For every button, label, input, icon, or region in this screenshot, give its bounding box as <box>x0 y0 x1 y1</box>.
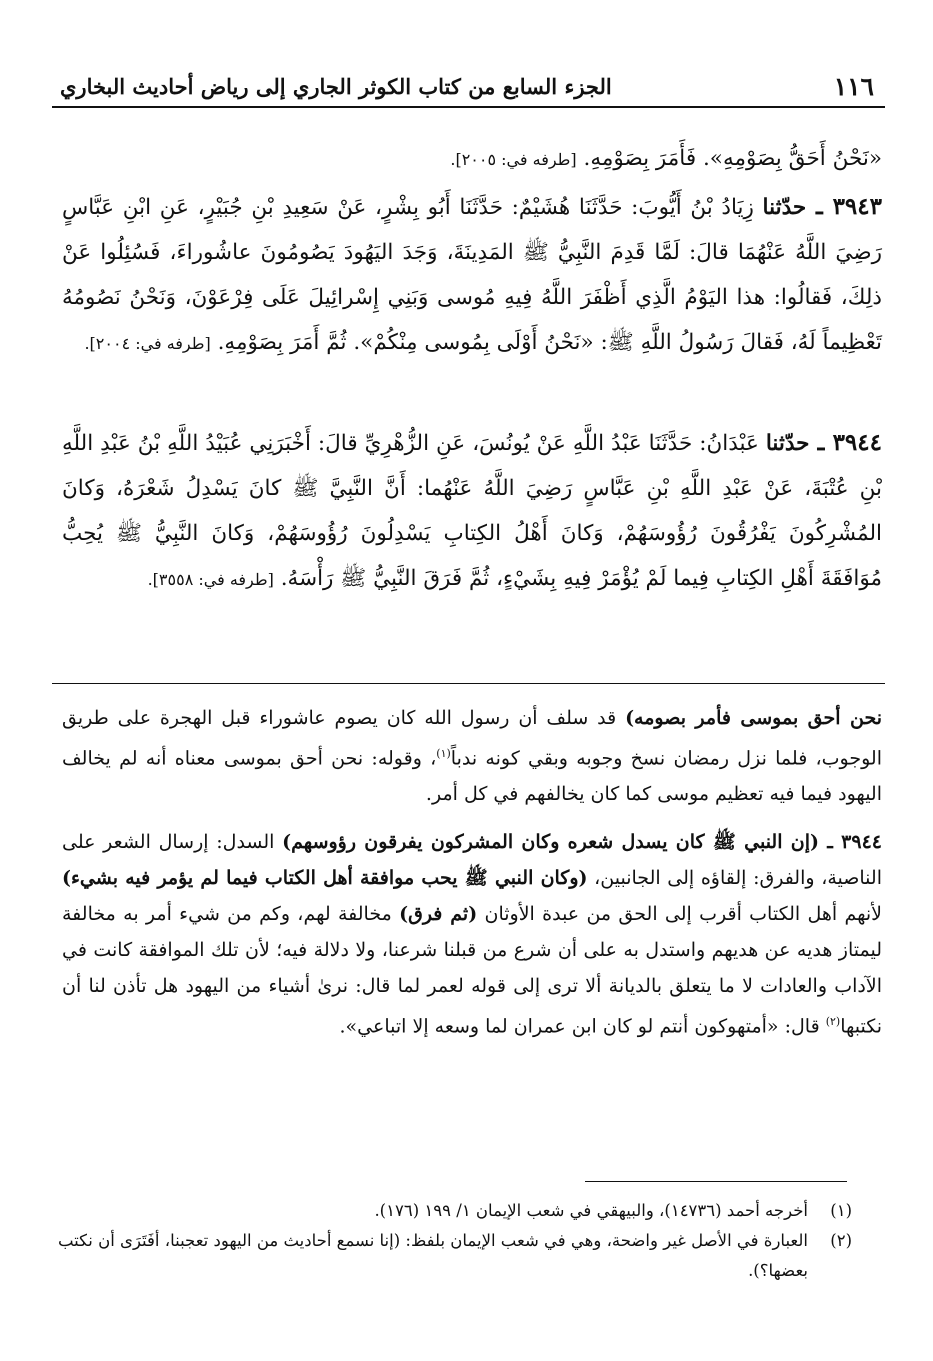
commentary-2-part-1: السدل: إرسال الشعر على الناصية، والفرق: إلقاؤه إلى الجانبين، <box>62 831 882 889</box>
footnote <box>52 1196 852 1226</box>
haddathana-label: حدّثنا <box>765 431 810 456</box>
hadith-3944-text: عَبْدَانُ: حَدَّثَنَا عَبْدُ اللَّهِ عَنْ يُونُسَ، عَنِ الزُّهْرِيِّ قالَ: أَخْبَرَنِي عُبَيْدُ اللَّهِ بْنُ عَبْدِ اللَّهِ بْنِ عُتْبَةَ، عَنْ عَبْدِ اللَّهِ بْنِ عَبَّاسٍ رَضِيَ اللَّهُ عَنْهُما: أَنَّ النَّبِيَّ ﷺ كانَ يَسْدِلُ شَعْرَهُ، وَكانَ المُشْرِكُونَ يَفْرُقُونَ رُؤُوسَهُمْ، وَكانَ أَهْلُ الكِتابِ يَسْدِلُونَ رُؤُوسَهُمْ، وَكانَ النَّبِيُّ ﷺ يُحِبُّ مُوَافَقَةَ أَهْلِ الكِتابِ فِيما لَمْ يُؤْمَرْ فِيهِ بِشَيْءٍ، ثُمَّ فَرَقَ النَّبِيُّ ﷺ رَأْسَهُ. <box>62 431 882 591</box>
hadith-tail-paragraph <box>62 136 882 182</box>
commentary-divider <box>52 683 885 684</box>
hadith-tail-text: «نَحْنُ أَحَقُّ بِصَوْمِهِ». فَأَمَرَ بِصَوْمِهِ. <box>583 146 882 171</box>
commentary-2-number: ٣٩٤٤ <box>841 831 882 853</box>
footnote-text: أخرجه أحمد (١٤٧٣٦)، والبيهقي في شعب الإيمان ١/ ١٩٩ (١٧٦). <box>374 1201 808 1220</box>
hadith-number: ٣٩٤٣ <box>832 193 882 220</box>
hadith-3944 <box>62 420 882 602</box>
footnote-text: العبارة في الأصل غير واضحة، وهي في شعب الإيمان بلفظ: (إنا نسمع أحاديث من اليهود تعجبنا، أفَتَرَى أن نكتب بعضها؟). <box>57 1231 808 1280</box>
footnote-number: (١) <box>830 1201 852 1220</box>
hadith-dash: ـ <box>809 429 833 456</box>
commentary-paragraph-2 <box>62 824 882 1044</box>
commentary-2-text <box>62 824 882 1044</box>
hadith-3944-paragraph <box>62 420 882 602</box>
commentary-2-bold-1: (إن النبي ﷺ كان يسدل شعره وكان المشركون يفرقون رؤوسهم) <box>282 831 820 853</box>
footnote-marker-1: (١) <box>436 747 451 760</box>
commentary-1-part-a: قد سلف أن رسول الله كان يصوم عاشوراء قبل الهجرة على طريق الوجوب، فلما نزل رمضان نسخ وجوبه وبقي كونه ندباً <box>62 707 883 770</box>
commentary-2-bold-2: (وكان النبي ﷺ يحب موافقة أهل الكتاب فيما لم يؤمر فيه بشيء) <box>62 867 588 889</box>
hadith-tail-ref: [طرفه في: ٢٠٠٥]. <box>450 150 577 169</box>
commentary-1-part-b: ، وقوله: نحن أحق بموسى معناه أنه لم يخالف اليهود فيما فيه تعظيم موسى كما كان يخالفهم في كل أمر. <box>62 747 882 806</box>
hadith-number: ٣٩٤٤ <box>832 429 882 456</box>
footnotes <box>52 1196 852 1286</box>
hadith-3943-ref: [طرفه في: ٢٠٠٤]. <box>84 334 211 353</box>
hadith-tail <box>62 136 882 182</box>
footnote-marker-2: (٢) <box>825 1015 841 1028</box>
running-header <box>52 66 882 106</box>
footnote <box>52 1226 852 1286</box>
hadith-dash: ـ <box>806 193 833 220</box>
hadith-3943 <box>62 184 882 366</box>
commentary-1-lead: نحن أحق بموسى فأمر بصومه) <box>625 707 882 729</box>
commentary-1-text <box>62 700 882 812</box>
commentary-2-dash: ـ <box>819 831 842 853</box>
hadith-3943-paragraph <box>62 184 882 366</box>
book-title: الجزء السابع من كتاب الكوثر الجاري إلى رياض أحاديث البخاري <box>60 74 612 99</box>
footnote-number: (٢) <box>830 1231 852 1250</box>
hadith-3943-text: زِيَادُ بْنُ أَيُّوبَ: حَدَّثَنَا هُشَيْمٌ: حَدَّثَنَا أَبُو بِشْرٍ، عَنْ سَعِيدِ بْنِ جُبَيْرٍ، عَنِ ابْنِ عَبَّاسٍ رَضِيَ اللَّهُ عَنْهُمَا قالَ: لَمَّا قَدِمَ النَّبِيُّ ﷺ المَدِينَةَ، وَجَدَ اليَهُودَ يَصُومُونَ عاشُوراءَ، فَسُئِلُوا عَنْ ذلِكَ، فَقالُوا: هذا اليَوْمُ الَّذِي أَظْفَرَ اللَّهُ فِيهِ مُوسى وَبَنِي إِسْرائِيلَ عَلَى فِرْعَوْنَ، وَنَحْنُ نَصُومُهُ تَعْظِيماً لَهُ، فَقالَ رَسُولُ اللَّهِ ﷺ: «نَحْنُ أَوْلَى بِمُوسى مِنْكُمْ». ثُمَّ أَمَرَ بِصَوْمِهِ. <box>62 195 882 355</box>
page-number: ١١٦ <box>833 72 874 101</box>
hadith-3944-ref: [طرفه في: ٣٥٥٨]. <box>147 570 274 589</box>
footnote-rule <box>585 1181 847 1182</box>
haddathana-label: حدّثنا <box>762 195 807 220</box>
commentary-2-bold-3: (ثم فرق) <box>399 903 478 925</box>
commentary-2-part-2: لأنهم أهل الكتاب أقرب إلى الحق من عبدة الأوثان <box>477 903 882 925</box>
commentary-2-part-4: قال: «أمتهوكون أنتم لو كان ابن عمران لما وسعه إلا اتباعي». <box>339 1015 826 1038</box>
commentary-paragraph-1 <box>62 700 882 812</box>
commentary-2-part-3: مخالفة لهم، وكم من شيء أمر به مخالفة ليمتاز هديه عن هديهم واستدل به على أن شرع من قبلنا شرعنا، ولا دلالة فيه؛ لأن تلك الموافقة كانت في الآداب والعادات لا ما يتعلق بالديانة ألا ترى إلى قوله لعمر لما قال: نرىٰ أشياء من اليهود هل تأذن لنا أن نكتبها <box>62 903 882 1038</box>
header-rule <box>52 106 885 108</box>
